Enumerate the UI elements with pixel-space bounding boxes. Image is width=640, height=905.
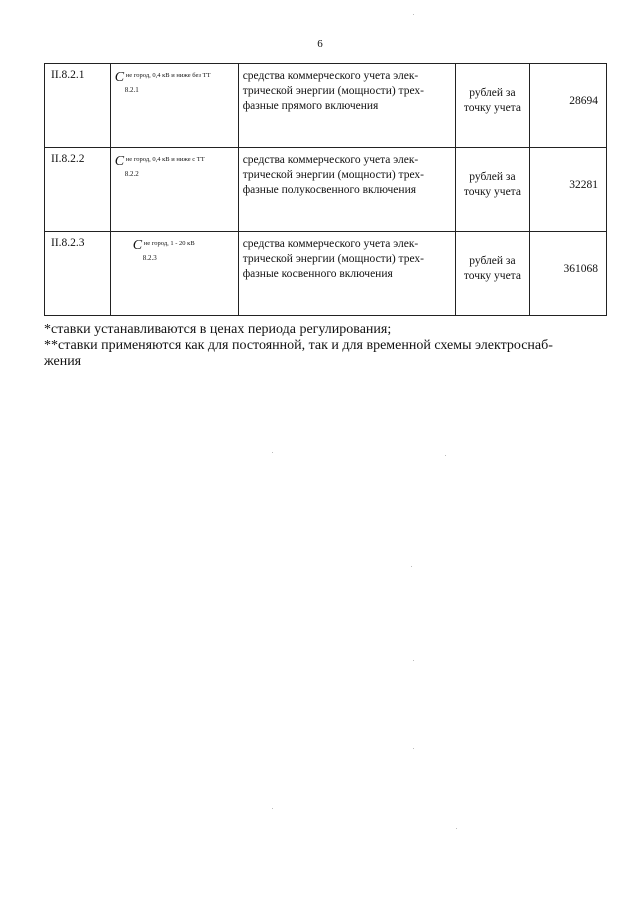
page-number: 6 — [317, 38, 323, 50]
rate-formula — [111, 148, 238, 188]
rate-subscript: 8.2.1 — [124, 86, 139, 94]
rate-value: 28694 — [569, 95, 598, 107]
rate-code: II.8.2.2 — [51, 153, 85, 165]
rate-symbol: C — [114, 154, 125, 169]
rate-value: 361068 — [563, 263, 598, 275]
scan-speck — [445, 455, 446, 456]
code-cell — [45, 64, 111, 148]
unit-text: рублей за точку учета — [463, 87, 521, 114]
rate-code: II.8.2.1 — [51, 69, 85, 81]
scan-speck — [272, 808, 273, 809]
footnote-2: **ставки применяются как для постоянной, так и для временной схемы электроснаб- — [44, 338, 553, 353]
tariff-table — [44, 63, 607, 316]
rate-subscript: 8.2.3 — [142, 254, 157, 262]
rate-code: II.8.2.3 — [51, 237, 85, 249]
rate-subscript: 8.2.2 — [124, 170, 139, 178]
unit-text: рублей за точку учета — [463, 171, 521, 198]
value-cell — [530, 148, 607, 232]
rate-symbol: C — [132, 238, 143, 253]
rate-value: 32281 — [569, 179, 598, 191]
rate-cell — [110, 148, 238, 232]
rate-superscript: не город, 0,4 кВ и ниже с ТТ — [125, 156, 205, 163]
unit-cell — [455, 64, 530, 148]
scan-speck — [272, 452, 273, 453]
footnotes — [44, 322, 614, 370]
rate-formula — [111, 232, 238, 272]
description-text: средства коммерческого учета элек- трической энергии (мощности) трех- фазные косвенного включения — [242, 238, 425, 280]
rate-symbol: C — [114, 70, 125, 85]
scan-speck — [411, 566, 412, 567]
description-text: средства коммерческого учета элек- трической энергии (мощности) трех- фазные полукосвенного включения — [242, 154, 425, 196]
table-row — [45, 232, 607, 316]
description-cell — [238, 148, 455, 232]
rate-cell — [110, 64, 238, 148]
description-cell — [238, 232, 455, 316]
value-cell — [530, 64, 607, 148]
scan-speck — [413, 14, 414, 15]
value-cell — [530, 232, 607, 316]
footnote-1: *ставки устанавливаются в ценах периода регулирования; — [44, 322, 392, 337]
description-cell — [238, 64, 455, 148]
description-text: средства коммерческого учета элек- трической энергии (мощности) трех- фазные прямого включения — [242, 70, 425, 112]
rate-superscript: не город, 0,4 кВ и ниже без ТТ — [125, 72, 211, 79]
unit-cell — [455, 232, 530, 316]
scan-speck — [413, 748, 414, 749]
rate-superscript: не город, 1 - 20 кВ — [143, 240, 195, 247]
scan-speck — [456, 828, 457, 829]
rate-formula — [111, 64, 238, 104]
code-cell — [45, 232, 111, 316]
footnote-2-continuation: жения — [44, 354, 82, 369]
unit-cell — [455, 148, 530, 232]
rate-cell — [110, 232, 238, 316]
scan-speck — [413, 660, 414, 661]
code-cell — [45, 148, 111, 232]
table-row — [45, 148, 607, 232]
table-row — [45, 64, 607, 148]
unit-text: рублей за точку учета — [463, 255, 521, 282]
